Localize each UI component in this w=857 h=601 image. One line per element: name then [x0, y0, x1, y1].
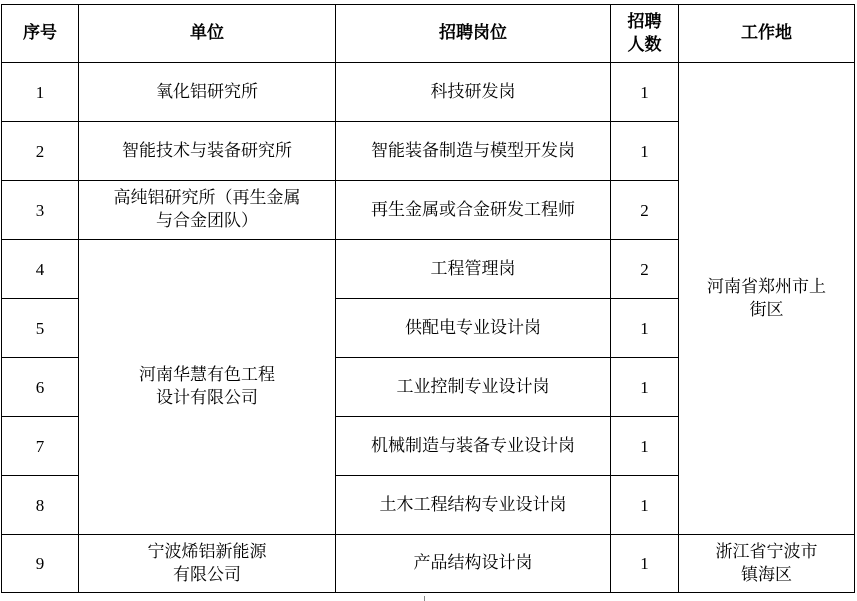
table-row	[2, 63, 855, 122]
unit-cell: 高纯铝研究所（再生金属 与合金团队）	[79, 181, 336, 240]
count-cell: 1	[611, 63, 679, 122]
location-cell-zhengzhou: 河南省郑州市上 街区	[679, 63, 855, 535]
unit-cell: 宁波烯铝新能源 有限公司	[79, 535, 336, 593]
page-edge-mark	[424, 596, 425, 601]
header-count: 招聘 人数	[611, 5, 679, 63]
unit-cell: 智能技术与装备研究所	[79, 122, 336, 181]
location-cell-ningbo: 浙江省宁波市 镇海区	[679, 535, 855, 593]
position-cell: 科技研发岗	[336, 63, 611, 122]
position-cell: 供配电专业设计岗	[336, 299, 611, 358]
seq-cell: 5	[2, 299, 79, 358]
position-cell: 机械制造与装备专业设计岗	[336, 417, 611, 476]
header-seq: 序号	[2, 5, 79, 63]
table-row	[2, 535, 855, 593]
header-position: 招聘岗位	[336, 5, 611, 63]
position-cell: 工业控制专业设计岗	[336, 358, 611, 417]
position-cell: 再生金属或合金研发工程师	[336, 181, 611, 240]
count-cell: 1	[611, 122, 679, 181]
position-cell: 工程管理岗	[336, 240, 611, 299]
count-cell: 2	[611, 240, 679, 299]
count-cell: 1	[611, 299, 679, 358]
count-cell: 1	[611, 417, 679, 476]
position-cell: 土木工程结构专业设计岗	[336, 476, 611, 535]
header-unit: 单位	[79, 5, 336, 63]
count-cell: 2	[611, 181, 679, 240]
position-cell: 产品结构设计岗	[336, 535, 611, 593]
count-cell: 1	[611, 476, 679, 535]
count-cell: 1	[611, 358, 679, 417]
recruitment-table	[1, 4, 855, 593]
header-row	[2, 5, 855, 63]
seq-cell: 2	[2, 122, 79, 181]
count-cell: 1	[611, 535, 679, 593]
unit-cell-huahui: 河南华慧有色工程 设计有限公司	[79, 240, 336, 535]
seq-cell: 6	[2, 358, 79, 417]
seq-cell: 7	[2, 417, 79, 476]
seq-cell: 9	[2, 535, 79, 593]
seq-cell: 1	[2, 63, 79, 122]
header-location: 工作地	[679, 5, 855, 63]
seq-cell: 8	[2, 476, 79, 535]
position-cell: 智能装备制造与模型开发岗	[336, 122, 611, 181]
unit-cell: 氧化铝研究所	[79, 63, 336, 122]
seq-cell: 4	[2, 240, 79, 299]
seq-cell: 3	[2, 181, 79, 240]
